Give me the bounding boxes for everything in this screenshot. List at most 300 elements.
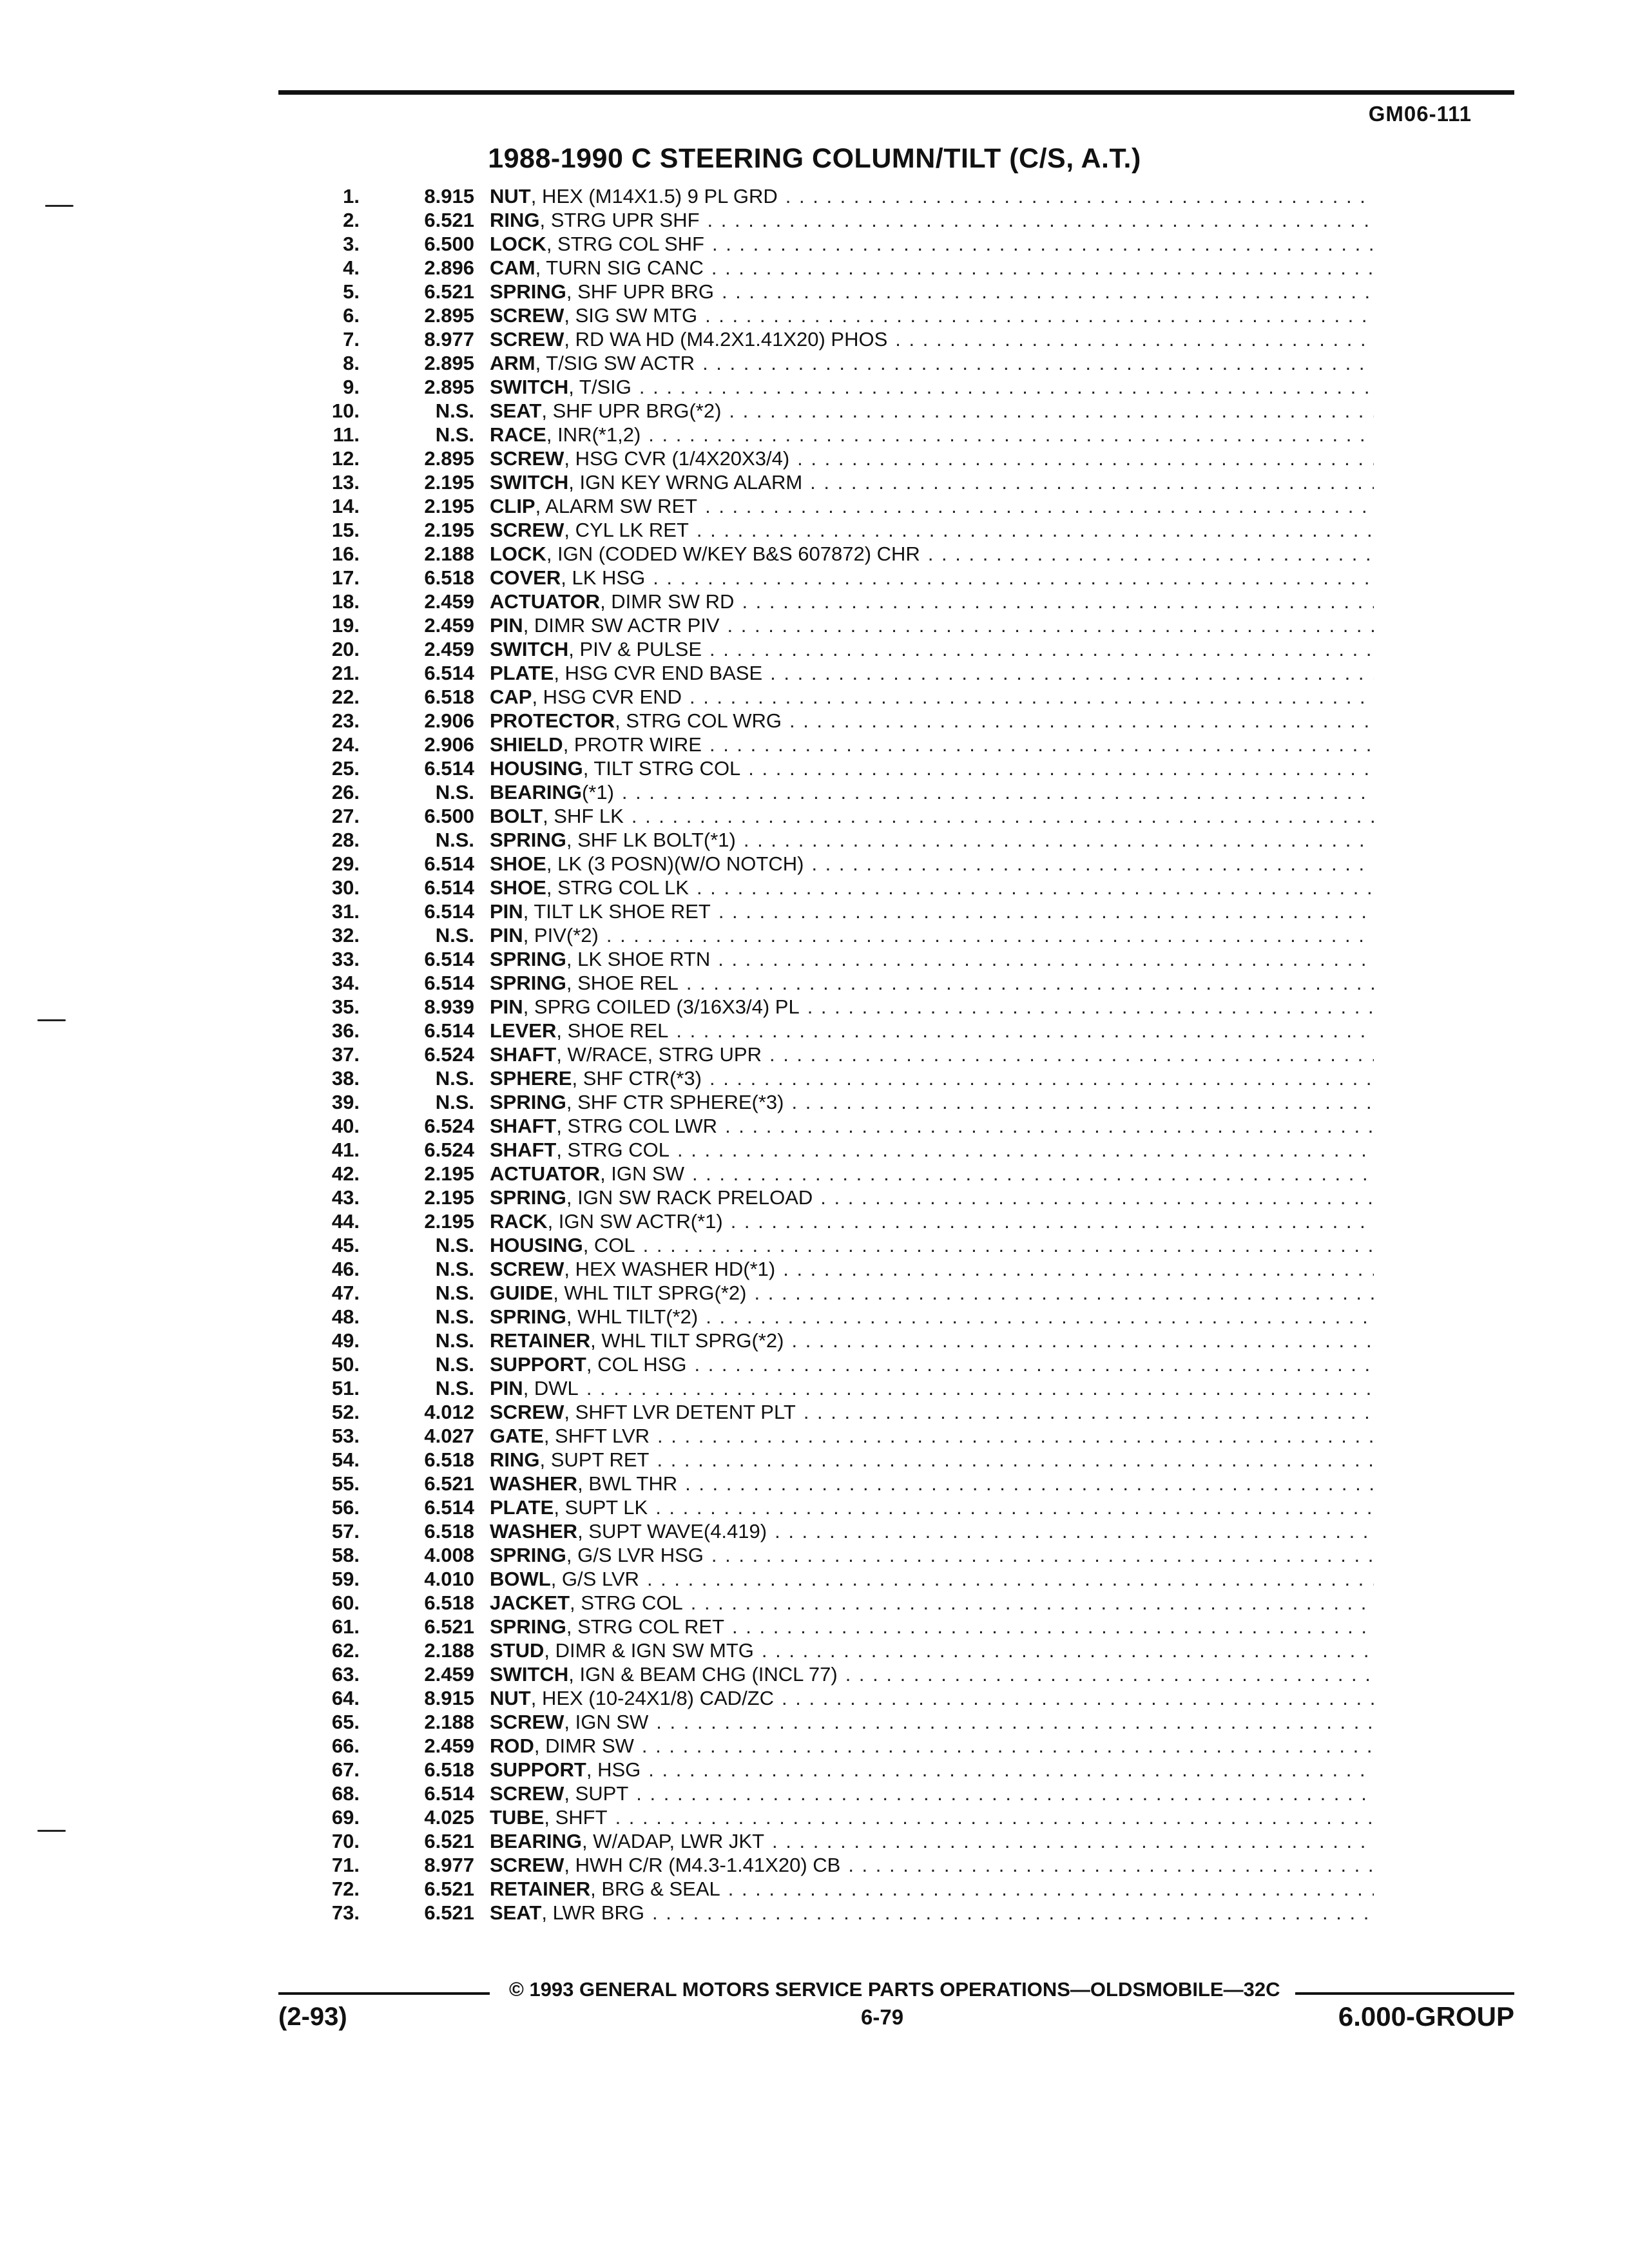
group-number: N.S. <box>435 923 474 947</box>
part-description <box>490 519 1374 542</box>
dot-leader <box>782 1687 1374 1710</box>
part-description <box>490 805 1374 828</box>
group-number: 6.514 <box>424 876 474 899</box>
dot-leader <box>775 1520 1374 1543</box>
dot-leader <box>711 1544 1374 1567</box>
part-row <box>278 1901 1374 1925</box>
dot-leader <box>820 1186 1374 1209</box>
part-detail: , SHF CTR(*3) <box>572 1066 702 1090</box>
part-row <box>278 923 1374 947</box>
part-description <box>490 1448 1374 1472</box>
group-number: N.S. <box>435 1281 474 1304</box>
group-number: 4.025 <box>424 1805 474 1829</box>
part-number: 38. <box>331 1066 360 1090</box>
dot-leader <box>636 1782 1374 1805</box>
dot-leader <box>697 876 1374 899</box>
group-number: 6.524 <box>424 1138 474 1161</box>
group-number: 6.514 <box>424 756 474 780</box>
dot-leader <box>791 1329 1374 1352</box>
part-description <box>490 709 1374 733</box>
group-number: 2.188 <box>424 542 474 565</box>
part-number: 39. <box>331 1090 360 1113</box>
part-row <box>278 1758 1374 1782</box>
part-description <box>490 1115 1374 1138</box>
group-number: 2.195 <box>424 1209 474 1233</box>
group-number: 2.195 <box>424 1162 474 1185</box>
part-description <box>490 1854 1374 1877</box>
dot-leader <box>702 352 1374 375</box>
group-number: 4.008 <box>424 1543 474 1566</box>
part-number: 40. <box>331 1114 360 1137</box>
part-number: 55. <box>331 1472 360 1495</box>
group-number: 2.906 <box>424 709 474 732</box>
part-name: SCREW <box>490 1257 564 1280</box>
group-number: 6.514 <box>424 1782 474 1805</box>
group-number: 2.188 <box>424 1639 474 1662</box>
part-name: SWITCH <box>490 637 569 660</box>
dot-leader <box>615 1806 1374 1829</box>
part-number: 68. <box>331 1782 360 1805</box>
dot-leader <box>676 1019 1374 1043</box>
part-row <box>278 1853 1374 1877</box>
part-row <box>278 995 1374 1019</box>
dot-leader <box>657 1425 1374 1448</box>
part-name: RING <box>490 208 540 231</box>
dot-leader <box>711 256 1374 280</box>
part-name: CLIP <box>490 494 535 517</box>
part-number: 56. <box>331 1495 360 1519</box>
group-number: 6.518 <box>424 566 474 589</box>
part-detail: , HWH C/R (M4.3-1.41X20) CB <box>564 1853 841 1876</box>
part-row <box>278 184 1374 208</box>
part-detail: , STRG COL LWR <box>556 1114 718 1137</box>
part-row <box>278 1162 1374 1186</box>
dot-leader <box>655 1496 1374 1519</box>
dot-leader <box>709 638 1374 661</box>
document-code: GM06-111 <box>1368 102 1472 126</box>
part-detail: , STRG COL SHF <box>546 232 704 255</box>
part-detail: , HEX (10-24X1/8) CAD/ZC <box>530 1686 775 1709</box>
part-detail: , SHF UPR BRG <box>566 280 714 303</box>
dot-leader <box>656 1711 1374 1734</box>
part-name: RETAINER <box>490 1877 591 1900</box>
part-row <box>278 1305 1374 1329</box>
dot-leader <box>804 1401 1374 1424</box>
part-detail: , SHOE REL <box>566 971 679 994</box>
part-name: HOUSING <box>490 756 583 780</box>
dot-leader <box>653 566 1374 590</box>
group-number: 2.895 <box>424 447 474 470</box>
part-number: 66. <box>331 1734 360 1757</box>
group-number: 2.188 <box>424 1710 474 1733</box>
group-number: N.S. <box>435 399 474 422</box>
part-detail: , STRG UPR SHF <box>539 208 700 231</box>
part-description <box>490 1377 1374 1400</box>
group-number: N.S. <box>435 828 474 851</box>
dot-leader <box>686 972 1374 995</box>
part-number: 15. <box>331 518 360 541</box>
part-description <box>490 1353 1374 1376</box>
dot-leader <box>642 1735 1374 1758</box>
date-code: (2-93) <box>278 2003 347 2031</box>
part-name: GUIDE <box>490 1281 554 1304</box>
part-description <box>490 1901 1374 1925</box>
group-number: N.S. <box>435 1233 474 1256</box>
part-description <box>490 948 1374 971</box>
part-name: NUT <box>490 1686 531 1709</box>
group-number: 6.521 <box>424 208 474 231</box>
part-number: 35. <box>331 995 360 1018</box>
group-number: 6.518 <box>424 685 474 708</box>
part-row <box>278 613 1374 637</box>
part-name: PLATE <box>490 1495 554 1519</box>
group-number: 8.939 <box>424 995 474 1018</box>
part-row <box>278 327 1374 351</box>
part-row <box>278 661 1374 685</box>
part-description <box>490 829 1374 852</box>
part-name: BOLT <box>490 804 543 827</box>
part-number: 47. <box>331 1281 360 1304</box>
part-row <box>278 899 1374 923</box>
part-row <box>278 1710 1374 1734</box>
part-detail: , SHFT LVR DETENT PLT <box>564 1400 796 1423</box>
part-name: CAP <box>490 685 532 708</box>
part-detail: , HEX WASHER HD(*1) <box>564 1257 776 1280</box>
group-number: 2.459 <box>424 613 474 637</box>
part-detail: , SHF UPR BRG(*2) <box>541 399 722 422</box>
part-row <box>278 1495 1374 1519</box>
part-description <box>490 1472 1374 1495</box>
part-name: PIN <box>490 1376 523 1399</box>
part-detail: , PIV & PULSE <box>568 637 702 660</box>
part-detail: , STRG COL <box>570 1591 683 1614</box>
part-description <box>490 1591 1374 1615</box>
group-number: 6.514 <box>424 947 474 970</box>
part-number: 61. <box>331 1615 360 1638</box>
part-name: TUBE <box>490 1805 545 1829</box>
part-number: 18. <box>331 590 360 613</box>
part-name: SWITCH <box>490 1662 569 1686</box>
part-description <box>490 972 1374 995</box>
part-description <box>490 233 1374 256</box>
part-number: 65. <box>331 1710 360 1733</box>
group-number: 2.896 <box>424 256 474 279</box>
part-row <box>278 756 1374 780</box>
part-description <box>490 662 1374 685</box>
part-row <box>278 1519 1374 1543</box>
part-name: PIN <box>490 923 523 947</box>
dot-leader <box>772 1830 1374 1853</box>
part-detail: , DIMR SW <box>534 1734 634 1757</box>
part-description <box>490 1019 1374 1043</box>
part-number: 42. <box>331 1162 360 1185</box>
dot-leader <box>708 209 1374 232</box>
part-row <box>278 1281 1374 1305</box>
part-number: 24. <box>331 733 360 756</box>
part-detail: , IGN KEY WRNG ALARM <box>568 470 803 494</box>
part-detail: , STRG COL LK <box>546 876 689 899</box>
part-row <box>278 1186 1374 1209</box>
part-detail: , HSG <box>586 1758 641 1781</box>
part-name: NUT <box>490 184 531 207</box>
part-number: 48. <box>331 1305 360 1328</box>
group-number: 2.195 <box>424 1186 474 1209</box>
part-description <box>490 209 1374 232</box>
part-number: 32. <box>331 923 360 947</box>
part-row <box>278 1448 1374 1472</box>
part-number: 17. <box>331 566 360 589</box>
part-row <box>278 1782 1374 1805</box>
part-number: 20. <box>331 637 360 660</box>
dot-leader <box>729 399 1374 423</box>
part-row <box>278 280 1374 303</box>
part-number: 50. <box>331 1352 360 1376</box>
part-name: SPRING <box>490 1543 566 1566</box>
dot-leader <box>742 590 1374 613</box>
part-row <box>278 423 1374 447</box>
dot-leader <box>895 328 1374 351</box>
part-name: SPRING <box>490 1615 566 1638</box>
dot-leader <box>762 1639 1374 1662</box>
part-detail: , ALARM SW RET <box>535 494 698 517</box>
dot-leader <box>848 1854 1374 1877</box>
part-detail: , SHF LK <box>543 804 624 827</box>
part-number: 23. <box>331 709 360 732</box>
part-detail: , LK HSG <box>561 566 646 589</box>
dot-leader <box>657 1448 1374 1472</box>
part-number: 51. <box>331 1376 360 1399</box>
part-name: SPRING <box>490 947 566 970</box>
part-description <box>490 1830 1374 1853</box>
group-number: 8.915 <box>424 1686 474 1709</box>
group-number: 2.195 <box>424 494 474 517</box>
group-number: 6.521 <box>424 280 474 303</box>
part-name: RETAINER <box>490 1329 591 1352</box>
group-number: 4.012 <box>424 1400 474 1423</box>
dot-leader <box>769 1043 1374 1066</box>
part-name: LEVER <box>490 1019 557 1042</box>
group-number: 2.195 <box>424 518 474 541</box>
part-detail: , TILT LK SHOE RET <box>523 899 711 923</box>
part-detail: , BWL THR <box>577 1472 678 1495</box>
part-number: 71. <box>331 1853 360 1876</box>
part-description <box>490 590 1374 613</box>
dot-leader <box>606 924 1374 947</box>
dot-leader <box>706 1305 1374 1329</box>
group-number: 6.518 <box>424 1591 474 1614</box>
part-name: SHAFT <box>490 1114 557 1137</box>
part-detail: , INR(*1,2) <box>546 423 641 446</box>
part-row <box>278 1066 1374 1090</box>
part-detail: , IGN SW RACK PRELOAD <box>566 1186 813 1209</box>
dot-leader <box>643 1234 1374 1257</box>
part-detail: , BRG & SEAL <box>590 1877 720 1900</box>
part-detail: , SHFT LVR <box>543 1424 650 1447</box>
part-row <box>278 375 1374 399</box>
part-detail: , T/SIG <box>568 375 631 398</box>
part-row <box>278 1543 1374 1567</box>
part-detail: , G/S LVR HSG <box>566 1543 704 1566</box>
part-description <box>490 900 1374 923</box>
group-number: 6.521 <box>424 1829 474 1852</box>
part-description <box>490 280 1374 303</box>
dot-leader <box>712 233 1374 256</box>
dot-leader <box>648 1758 1374 1782</box>
part-row <box>278 494 1374 518</box>
group-number: 2.895 <box>424 303 474 327</box>
part-description <box>490 1496 1374 1519</box>
part-description <box>490 1639 1374 1662</box>
part-detail: , CYL LK RET <box>564 518 689 541</box>
part-name: PIN <box>490 613 523 637</box>
part-description <box>490 1234 1374 1257</box>
part-detail: , G/S LVR <box>550 1567 639 1590</box>
part-row <box>278 637 1374 661</box>
dot-leader <box>786 185 1374 208</box>
part-row <box>278 709 1374 733</box>
dot-leader <box>810 471 1374 494</box>
dot-leader <box>791 1091 1374 1114</box>
part-description <box>490 495 1374 518</box>
part-name: SWITCH <box>490 375 569 398</box>
part-name: SCREW <box>490 518 564 541</box>
part-detail: , HSG CVR (1/4X20X3/4) <box>564 447 790 470</box>
punch-hole-mark <box>37 1019 66 1021</box>
part-description <box>490 1258 1374 1281</box>
group-number: N.S. <box>435 1329 474 1352</box>
part-description <box>490 1544 1374 1567</box>
part-row <box>278 1829 1374 1853</box>
dot-leader <box>647 1568 1374 1591</box>
part-description <box>490 423 1374 447</box>
part-name: PIN <box>490 899 523 923</box>
group-number: 6.524 <box>424 1043 474 1066</box>
part-name: RACE <box>490 423 546 446</box>
part-detail: , IGN (CODED W/KEY B&S 607872) CHR <box>546 542 920 565</box>
punch-hole-mark <box>37 1830 66 1832</box>
part-detail: , SUPT WAVE(4.419) <box>577 1519 767 1542</box>
dot-leader <box>709 733 1374 756</box>
dot-leader <box>783 1258 1374 1281</box>
page-title: 1988-1990 C STEERING COLUMN/TILT (C/S, A.T.) <box>488 143 1141 174</box>
part-description <box>490 256 1374 280</box>
group-number: 2.195 <box>424 470 474 494</box>
dot-leader <box>677 1139 1374 1162</box>
part-name: PROTECTOR <box>490 709 615 732</box>
part-name: SCREW <box>490 1853 564 1876</box>
part-number: 64. <box>331 1686 360 1709</box>
group-number: 6.521 <box>424 1615 474 1638</box>
part-name: WASHER <box>490 1519 578 1542</box>
group-number: 6.524 <box>424 1114 474 1137</box>
part-number: 10. <box>331 399 360 422</box>
part-name: SUPPORT <box>490 1352 586 1376</box>
part-row <box>278 232 1374 256</box>
part-number: 13. <box>331 470 360 494</box>
part-number: 28. <box>331 828 360 851</box>
part-name: PIN <box>490 995 523 1018</box>
group-number: 8.915 <box>424 184 474 207</box>
dot-leader <box>748 757 1374 780</box>
part-detail: , SUPT <box>564 1782 629 1805</box>
part-name: SPRING <box>490 971 566 994</box>
part-row <box>278 256 1374 280</box>
part-row <box>278 971 1374 995</box>
dot-leader <box>718 900 1374 923</box>
group-number: 2.895 <box>424 375 474 398</box>
part-number: 26. <box>331 780 360 803</box>
dot-leader <box>811 852 1374 876</box>
part-row <box>278 1329 1374 1352</box>
footer-rule-right <box>1295 1992 1514 1995</box>
part-number: 37. <box>331 1043 360 1066</box>
part-detail: , IGN & BEAM CHG (INCL 77) <box>568 1662 838 1686</box>
dot-leader <box>797 447 1374 470</box>
group-number: N.S. <box>435 1257 474 1280</box>
dot-leader <box>728 614 1374 637</box>
part-description <box>490 1186 1374 1209</box>
part-row <box>278 1639 1374 1662</box>
part-description <box>490 995 1374 1019</box>
part-name: ACTUATOR <box>490 1162 601 1185</box>
part-detail: , TURN SIG CANC <box>535 256 704 279</box>
part-detail: , STRG COL WRG <box>615 709 782 732</box>
part-row <box>278 447 1374 470</box>
part-row <box>278 1233 1374 1257</box>
part-description <box>490 352 1374 375</box>
part-detail: , SUPT RET <box>539 1448 650 1471</box>
dot-leader <box>639 376 1374 399</box>
part-number: 9. <box>343 375 360 398</box>
part-number: 57. <box>331 1519 360 1542</box>
part-number: 19. <box>331 613 360 637</box>
group-number: 8.977 <box>424 1853 474 1876</box>
part-detail: , STRG COL <box>556 1138 670 1161</box>
part-name: SUPPORT <box>490 1758 586 1781</box>
part-row <box>278 1257 1374 1281</box>
part-row <box>278 1877 1374 1901</box>
part-name: SPRING <box>490 1186 566 1209</box>
part-row <box>278 351 1374 375</box>
part-description <box>490 1806 1374 1829</box>
dot-leader <box>692 1162 1374 1186</box>
part-description <box>490 1401 1374 1424</box>
part-name: SEAT <box>490 399 542 422</box>
part-name: SCREW <box>490 1400 564 1423</box>
group-number: 6.514 <box>424 661 474 684</box>
part-description <box>490 1091 1374 1114</box>
part-name: LOCK <box>490 232 546 255</box>
part-detail: , WHL TILT SPRG(*2) <box>553 1281 747 1304</box>
dot-leader <box>622 781 1374 804</box>
part-description <box>490 1568 1374 1591</box>
copyright-notice: © 1993 GENERAL MOTORS SERVICE PARTS OPERATIONS—OLDSMOBILE—32C <box>509 1978 1280 2001</box>
part-description <box>490 686 1374 709</box>
page-number: 6-79 <box>861 2005 904 2029</box>
part-name: SPRING <box>490 1090 566 1113</box>
part-description <box>490 1425 1374 1448</box>
part-number: 49. <box>331 1329 360 1352</box>
group-number: 6.514 <box>424 1495 474 1519</box>
part-detail: , DWL <box>523 1376 579 1399</box>
part-detail: (*1) <box>581 780 614 803</box>
part-row <box>278 1209 1374 1233</box>
part-name: SEAT <box>490 1901 542 1924</box>
dot-leader <box>770 662 1374 685</box>
part-name: SCREW <box>490 1782 564 1805</box>
part-detail: , T/SIG SW ACTR <box>535 351 695 374</box>
part-number: 44. <box>331 1209 360 1233</box>
